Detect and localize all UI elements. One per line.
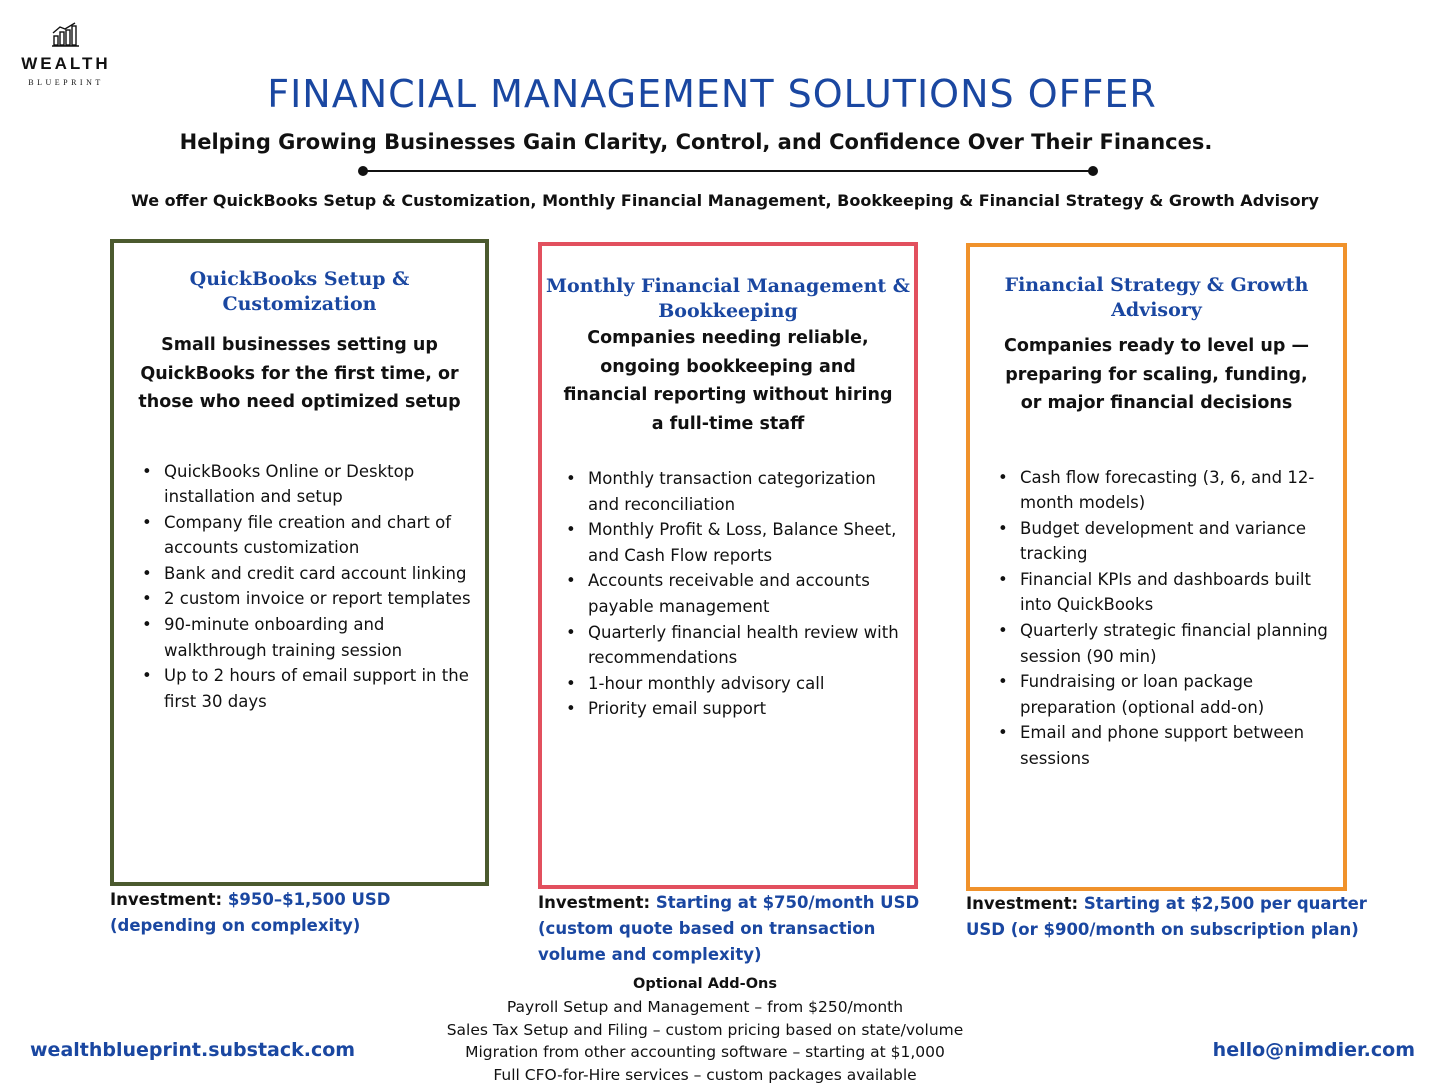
- feature-list: [542, 466, 914, 722]
- addon-item: Payroll Setup and Management – from $250/month: [506, 998, 904, 1016]
- feature-item: • Monthly transaction categorization and reconciliation: [562, 466, 900, 517]
- feature-item: • Priority email support: [562, 696, 900, 722]
- feature-item: • Accounts receivable and accounts payable management: [562, 568, 900, 619]
- investment-card-3: [966, 891, 1396, 943]
- title-divider: [362, 170, 1094, 172]
- optional-addons: [400, 972, 1010, 1086]
- investment-label: Investment:: [538, 893, 651, 912]
- brand-name: WEALTH: [21, 54, 111, 73]
- investment-label: Investment:: [966, 894, 1079, 913]
- website-link[interactable]: wealthblueprint.substack.com: [30, 1039, 356, 1061]
- card-audience: Companies needing reliable, ongoing bookkeeping and financial reporting without hiring a full-time staff: [563, 328, 893, 434]
- investment-value: $950–$1,500 USD (depending on complexity): [110, 890, 391, 935]
- service-card-monthly-bookkeeping: [538, 242, 918, 889]
- investment-value: Starting at $750/month USD (custom quote based on transaction volume and complexity): [538, 893, 920, 964]
- card-audience: Small businesses setting up QuickBooks for the first time, or those who need optimized setup: [138, 335, 461, 412]
- page-subtitle: Helping Growing Businesses Gain Clarity, Control, and Confidence Over Their Finances.: [179, 130, 1213, 154]
- feature-item: • Up to 2 hours of email support in the first 30 days: [138, 663, 471, 714]
- feature-item: • Quarterly strategic financial planning session (90 min): [994, 618, 1329, 669]
- service-card-strategy-advisory: [966, 243, 1347, 891]
- service-card-quickbooks-setup: [110, 239, 489, 886]
- card-title: Financial Strategy & Growth Advisory: [1004, 274, 1309, 321]
- feature-item: • Cash flow forecasting (3, 6, and 12-month models): [994, 465, 1329, 516]
- investment-card-2: [538, 890, 938, 968]
- investment-card-1: [110, 887, 440, 939]
- divider-dot-left: [358, 166, 368, 176]
- card-audience: Companies ready to level up — preparing for scaling, funding, or major financial decisions: [1004, 336, 1309, 413]
- offer-summary: We offer QuickBooks Setup & Customization, Monthly Financial Management, Bookkeeping & Financial Strategy & Growth Advisory: [131, 191, 1319, 210]
- feature-item: • Monthly Profit & Loss, Balance Sheet, and Cash Flow reports: [562, 517, 900, 568]
- addons-title: Optional Add-Ons: [633, 976, 777, 992]
- feature-item: • 90-minute onboarding and walkthrough training session: [138, 612, 471, 663]
- bar-chart-icon: [51, 22, 81, 48]
- feature-list: [984, 465, 1329, 772]
- investment-label: Investment:: [110, 890, 223, 909]
- feature-item: • Budget development and variance tracking: [994, 516, 1329, 567]
- investment-value: Starting at $2,500 per quarter USD (or $900/month on subscription plan): [966, 894, 1367, 939]
- feature-item: • 1-hour monthly advisory call: [562, 671, 900, 697]
- card-title: QuickBooks Setup & Customization: [189, 268, 410, 315]
- addon-item: Sales Tax Setup and Filing – custom pricing based on state/volume: [446, 1020, 964, 1039]
- feature-item: • Financial KPIs and dashboards built into QuickBooks: [994, 567, 1329, 618]
- divider-dot-right: [1088, 166, 1098, 176]
- feature-item: • Quarterly financial health review with recommendations: [562, 620, 900, 671]
- addon-item: Full CFO-for-Hire services – custom packages available: [493, 1065, 917, 1084]
- email-link[interactable]: hello@nimdier.com: [1212, 1039, 1415, 1061]
- feature-item: • 2 custom invoice or report templates: [138, 586, 471, 612]
- feature-item: • QuickBooks Online or Desktop installation and setup: [138, 459, 471, 510]
- feature-item: • Fundraising or loan package preparation (optional add-on): [994, 669, 1329, 720]
- brand-tagline: BLUEPRINT: [28, 78, 104, 87]
- card-title: Monthly Financial Management & Bookkeeping: [546, 275, 910, 322]
- page-title: FINANCIAL MANAGEMENT SOLUTIONS OFFER: [267, 72, 1157, 116]
- addon-item: Migration from other accounting software – starting at $1,000: [465, 1043, 945, 1061]
- feature-item: • Bank and credit card account linking: [138, 561, 471, 587]
- feature-list: [128, 459, 471, 715]
- feature-item: • Company file creation and chart of accounts customization: [138, 510, 471, 561]
- feature-item: • Email and phone support between sessions: [994, 720, 1329, 771]
